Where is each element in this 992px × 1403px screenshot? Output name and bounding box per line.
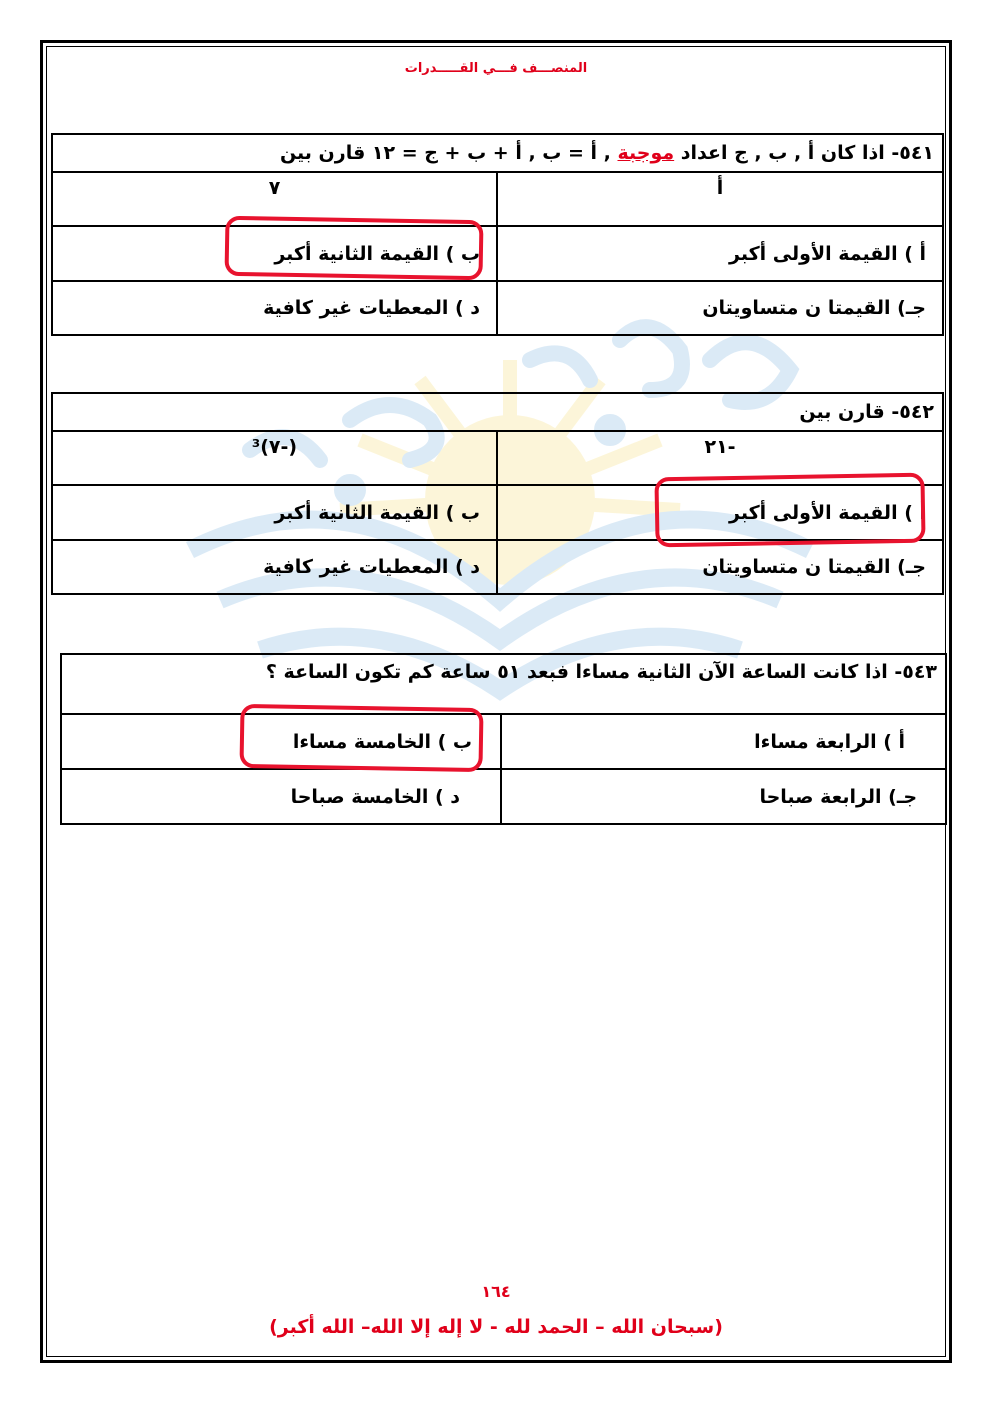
column-b-value: (-٧)³ [52,431,497,485]
option-b[interactable]: ب ) القيمة الثانية أكبر [52,485,497,540]
option-d[interactable]: د ) الخامسة صباحا [61,769,501,824]
column-b-value: ٧ [52,172,497,226]
option-a[interactable]: أ ) الرابعة مساءا [501,714,946,769]
stem-prefix: ٥٤١- اذا كان أ , ب , ج اعداد [674,142,935,164]
column-a-value: -٢١ [497,431,943,485]
page-number: ١٦٤ [481,1282,511,1301]
question-541-stem [52,134,943,172]
page-header: المنصـــف فـــي القـــــدرات [404,61,588,76]
question-542-stem: ٥٤٢- قارن بين [52,393,943,431]
answer-mark-542 [654,473,925,548]
option-a[interactable]: أ ) القيمة الأولى أكبر [497,485,943,540]
footer-dhikr: (سبحان الله – الحمد لله - لا إله إلا الله– الله أكبر) [269,1316,723,1338]
column-a-value: أ [497,172,943,226]
stem-highlight: موجبة [617,142,675,164]
option-c[interactable]: جـ) القيمتا ن متساويتان [497,540,943,594]
option-c[interactable]: جـ) الرابعة صباحا [501,769,946,824]
question-543 [60,653,947,825]
option-b[interactable]: ب ) الخامسة مساءا [61,714,501,769]
stem-suffix: , أ = ب , أ + ب + ج = ١٢ قارن بين [279,142,618,164]
option-d[interactable]: د ) المعطيات غير كافية [52,281,497,335]
option-a[interactable]: أ ) القيمة الأولى أكبر [497,226,943,281]
question-543-stem: ٥٤٣- اذا كانت الساعة الآن الثانية مساءا فبعد ٥١ ساعة كم تكون الساعة ؟ [61,654,946,714]
option-d[interactable]: د ) المعطيات غير كافية [52,540,497,594]
question-541 [51,133,944,336]
option-c[interactable]: جـ) القيمتا ن متساويتان [497,281,943,335]
answer-mark-541 [224,216,483,280]
option-b[interactable]: ب ) القيمة الثانية أكبر [52,226,497,281]
answer-mark-543 [239,704,483,772]
